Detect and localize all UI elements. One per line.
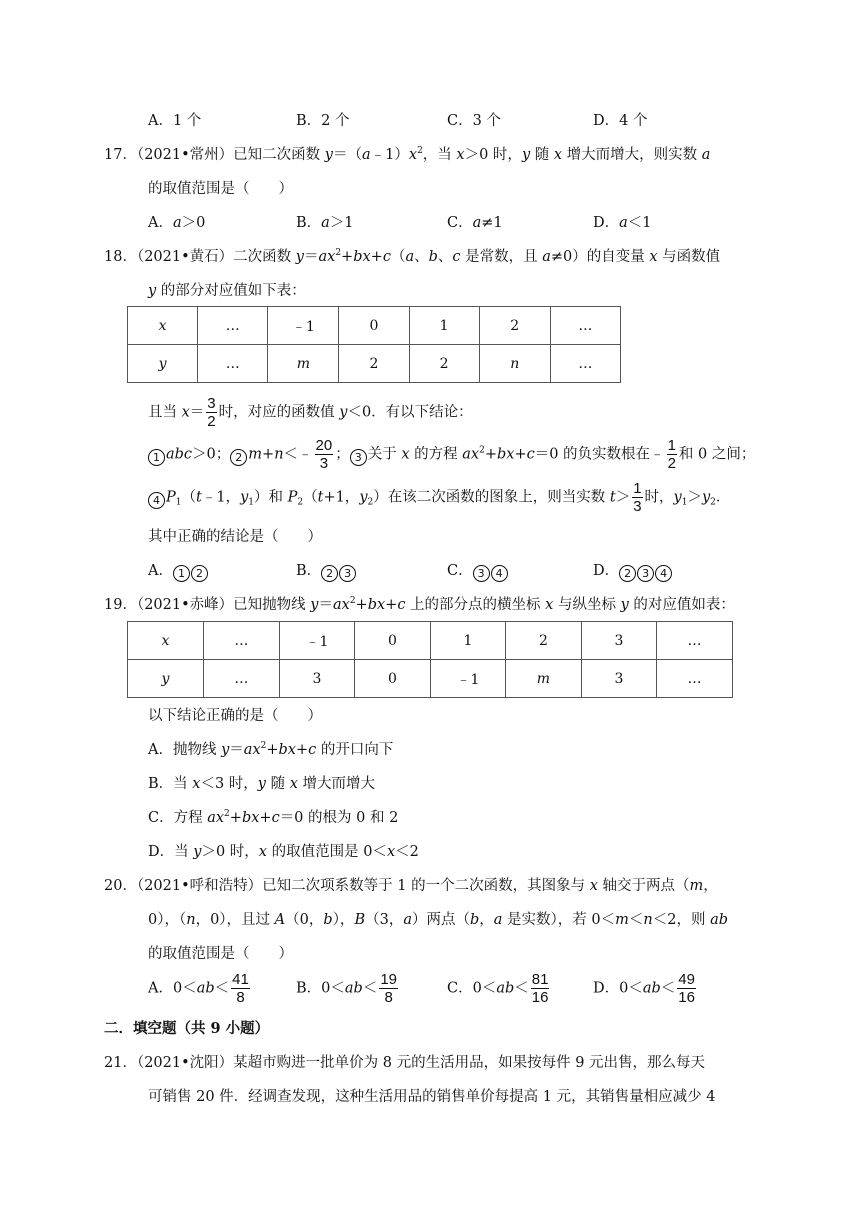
circled-4-icon: 4 — [491, 565, 508, 582]
q17-option-c: C．a≠1 — [447, 215, 503, 231]
q21-source: （2021•沈阳） — [136, 1055, 234, 1071]
q17-source: （2021•常州） — [136, 147, 234, 163]
section-heading-fill-in: 二．填空题（共 9 小题） — [104, 1020, 270, 1037]
q21-stem: 某超市购进一批单价为 8 元的生活用品，如果按每件 9 元出售，那么每天 — [233, 1055, 706, 1071]
table-cell: … — [550, 307, 620, 345]
q20-option-d: D．0＜ab＜ $\frac{49}{16}$ — [593, 971, 695, 1006]
table-cell: x — [128, 622, 204, 660]
table-cell: 3 — [581, 622, 656, 660]
q20-line2: 0），（n，0），且过 A（0，b），B（3，a）两点（b，a 是实数），若 0＜m＜n＜2，则 ab — [148, 912, 729, 928]
q19-source: （2021•赤峰） — [136, 597, 234, 613]
q20-option-c: C．0＜ab＜ $\frac{81}{16}$ — [447, 971, 549, 1006]
q18-table — [127, 306, 621, 383]
circled-3-icon: 3 — [350, 449, 367, 466]
q19-option-d: D．当 y＞0 时，x 的取值范围是 0＜x＜2 — [148, 844, 419, 860]
q17-option-b: B．a＞1 — [296, 215, 354, 231]
q21-number: 21． — [104, 1055, 137, 1071]
table-cell: y — [128, 345, 198, 383]
q18-option-c: C． 3 4 — [447, 561, 509, 582]
q19-option-b: B．当 x＜3 时，y 随 x 增大而增大 — [148, 776, 376, 792]
table-cell: 1 — [409, 307, 479, 345]
circled-1-icon: 1 — [173, 565, 190, 582]
q18-line1 — [104, 247, 720, 267]
q16-option-c: C．3 个 — [447, 113, 501, 129]
table-cell: 0 — [354, 622, 430, 660]
fraction: $\frac{41}{8}$ — [232, 971, 249, 1006]
q19-number: 19． — [104, 597, 137, 613]
table-cell: 3 — [581, 660, 656, 698]
q16-option-a: A．1 个 — [148, 113, 202, 129]
q21-line1 — [104, 1053, 705, 1073]
q18-source: （2021•黄石） — [136, 249, 234, 265]
circled-2-icon: 2 — [191, 565, 208, 582]
q18-table-row-x — [128, 307, 621, 345]
fraction: $\frac{1}{2}$ — [667, 437, 676, 472]
table-cell: 2 — [339, 345, 409, 383]
q17-option-d: D．a＜1 — [593, 215, 652, 231]
fraction: $\frac{49}{16}$ — [678, 971, 695, 1006]
table-cell: ﹣1 — [268, 307, 339, 345]
table-cell: 1 — [430, 622, 505, 660]
q19-table-row-x — [128, 622, 733, 660]
table-cell: m — [505, 660, 581, 698]
q20-option-a: A．0＜ab＜ $\frac{41}{8}$ — [148, 971, 249, 1006]
table-cell: x — [128, 307, 198, 345]
circled-3-icon: 3 — [637, 565, 654, 582]
table-cell: ﹣1 — [279, 622, 354, 660]
q18-condition: 且当 x＝ $\frac{3}{2}$ 时，对应的函数值 y＜0．有以下结论： — [148, 395, 473, 430]
table-cell: … — [198, 307, 268, 345]
table-cell: … — [550, 345, 620, 383]
table-cell: m — [268, 345, 339, 383]
q19-stem: 已知抛物线 $y=ax^2+bx+c$ 上的部分点的横坐标 x 与纵坐标 y 的对应值如表： — [233, 596, 735, 613]
table-cell: n — [479, 345, 550, 383]
circled-1-icon: 1 — [148, 449, 165, 466]
fraction: $\frac{3}{2}$ — [207, 395, 216, 430]
q18-stem: 二次函数 $y=ax^2+bx+c(a$、b、c 是常数，且 a≠0）的自变量 x 与函数值 — [233, 248, 721, 265]
q17-number: 17． — [104, 147, 137, 163]
circled-3-icon: 3 — [473, 565, 490, 582]
circled-4-icon: 4 — [655, 565, 672, 582]
table-cell: y — [128, 660, 204, 698]
q20-stem: 已知二次项系数等于 1 的一个二次函数，其图象与 x 轴交于两点（m， — [262, 878, 718, 894]
q20-source: （2021•呼和浩特） — [136, 878, 263, 894]
q18-conclusion-4: 4 $P_1(t﹣1$，$y_1$）和 $P_2(t+1$，$y_2$）在该二次函数的图象上，则当实数 t＞ $\frac{1}{3}$ 时，$y_1>y_2$． — [148, 481, 730, 514]
q20-number: 20． — [104, 878, 137, 894]
q18-option-a: A． 1 2 — [148, 561, 209, 582]
circled-2-icon: 2 — [230, 449, 247, 466]
table-cell: 2 — [479, 307, 550, 345]
table-cell: … — [656, 660, 732, 698]
circled-2-icon: 2 — [619, 565, 636, 582]
table-cell: 0 — [354, 660, 430, 698]
table-cell: … — [203, 622, 279, 660]
q17-stem: 已知二次函数 $y=(a﹣1)x^2$，当 x＞0 时，y 随 x 增大而增大，则实数 a — [233, 146, 711, 163]
q16-option-d: D．4 个 — [593, 113, 648, 129]
q18-question: 其中正确的结论是（ ） — [148, 529, 322, 545]
table-cell: ﹣1 — [430, 660, 505, 698]
q19-question: 以下结论正确的是（ ） — [148, 708, 322, 724]
q19-line1 — [104, 595, 735, 615]
q19-option-a: A．抛物线 $y=ax^2+bx+c$ 的开口向下 — [148, 741, 394, 758]
q19-table — [127, 621, 733, 698]
q18-number: 18． — [104, 249, 137, 265]
q18-conclusions-1-3: 1 abc＞0； 2 m+n＜﹣ $\frac{20}{3}$ ； 3 关于 x 的方程 $ax^2+bx+c=0$ 的负实数根在﹣ $\frac{1}{2}$ 和 0 之间； — [148, 438, 755, 471]
q16-option-b: B．2 个 — [296, 113, 350, 129]
q20-option-b: B．0＜ab＜ $\frac{19}{8}$ — [296, 971, 398, 1006]
q20-line1 — [104, 876, 718, 896]
table-cell: 2 — [409, 345, 479, 383]
fraction: $\frac{20}{3}$ — [315, 437, 333, 472]
q18-table-row-y — [128, 345, 621, 383]
q17-line2: 的取值范围是（ ） — [148, 181, 293, 197]
fraction: $\frac{81}{16}$ — [531, 971, 549, 1006]
table-cell: … — [198, 345, 268, 383]
q20-line3: 的取值范围是（ ） — [148, 946, 293, 962]
circled-3-icon: 3 — [339, 565, 356, 582]
q18-option-d: D． 2 3 4 — [593, 561, 673, 582]
table-cell: … — [203, 660, 279, 698]
q19-option-c: C．方程 $ax^2+bx+c=0$ 的根为 0 和 2 — [148, 809, 399, 826]
q18-option-b: B． 2 3 — [296, 561, 357, 582]
table-cell: 0 — [339, 307, 409, 345]
table-cell: 3 — [279, 660, 354, 698]
q17-option-a: A．a＞0 — [148, 215, 206, 231]
q21-line2: 可销售 20 件．经调查发现，这种生活用品的销售单价每提高 1 元，其销售量相应减少 4 — [148, 1089, 716, 1105]
q18-line2: y 的部分对应值如下表： — [148, 283, 306, 299]
circled-2-icon: 2 — [321, 565, 338, 582]
q17-line1 — [104, 145, 710, 165]
table-cell: … — [656, 622, 732, 660]
table-cell: 2 — [505, 622, 581, 660]
fraction: $\frac{19}{8}$ — [380, 971, 398, 1006]
fraction: $\frac{1}{3}$ — [633, 480, 642, 515]
q19-table-row-y — [128, 660, 733, 698]
circled-4-icon: 4 — [148, 492, 165, 509]
